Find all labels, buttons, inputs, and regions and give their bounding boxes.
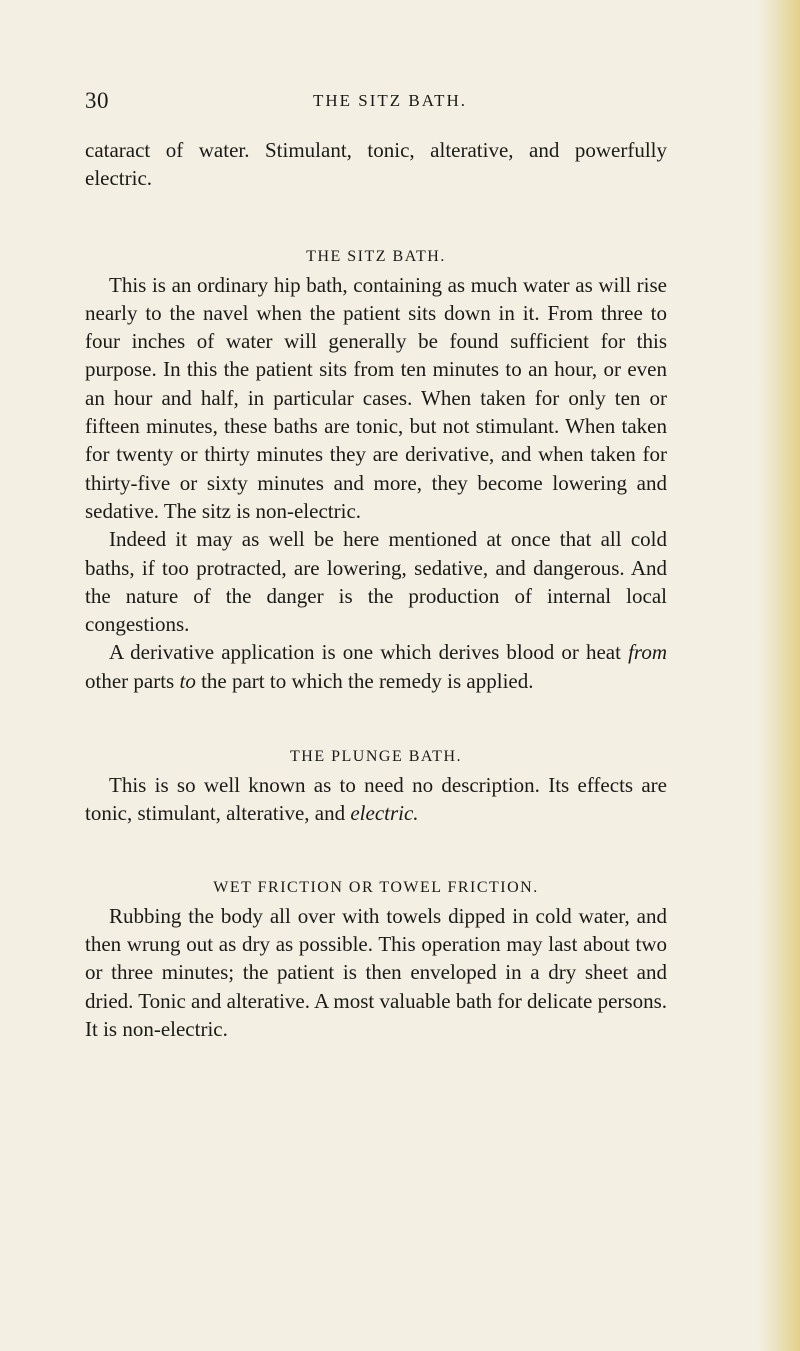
plunge-text: This is so well known as to need no description. Its effects are tonic, stimulant, alterative, and: [85, 773, 667, 826]
page-body: [85, 136, 667, 1043]
paragraph-derivative-definition: [85, 638, 667, 695]
page-edge: [758, 0, 800, 1351]
derivative-text-end: the part to which the remedy is applied.: [201, 668, 534, 693]
paragraph-wet-friction-description: Rubbing the body all over with towels dipped in cold water, and then wrung out as dry as possible. This operation may last about two or three minutes; the patient is then enveloped in a dry sheet and dried. Tonic and alterative. A most valuable bath for delicate persons. It is non-electric.: [85, 903, 667, 1041]
running-head: THE SITZ BATH.: [312, 91, 468, 110]
section-heading-wet-friction: WET FRICTION OR TOWEL FRICTION.: [213, 878, 539, 896]
derivative-text-middle: other parts: [85, 668, 175, 693]
paragraph-cold-baths-warning: Indeed it may as well be here mentioned at once that all cold baths, if too protracted, are lowering, sedative, and dangerous. And the nature of the danger is the production of internal local congestions.: [85, 527, 667, 637]
emphasis-from: from: [628, 640, 667, 665]
intro-paragraph: cataract of water. Stimulant, tonic, alterative, and powerfully electric.: [85, 138, 667, 191]
section-heading-sitz-bath: THE SITZ BATH.: [306, 247, 446, 265]
emphasis-electric: electric.: [350, 801, 419, 826]
derivative-text-start: A derivative application is one which derives blood or heat: [109, 640, 621, 665]
paragraph-sitz-description: This is an ordinary hip bath, containing as much water as will rise nearly to the navel when the patient sits down in it. From three to four inches of water will generally be found sufficient for this purpose. In this the patient sits from ten minutes to an hour, or even an hour and half, in particular cases. When taken for only ten or fifteen minutes, these baths are tonic, but not stimulant. When taken for twenty or thirty minutes they are derivative, and when taken for thirty-five or sixty minutes and more, they become lowering and sedative. The sitz is non-electric.: [85, 272, 667, 523]
emphasis-to: to: [179, 668, 196, 693]
page-header: [85, 88, 665, 116]
page-number: 30: [85, 88, 109, 113]
paragraph-plunge-description: [85, 771, 667, 828]
section-heading-plunge-bath: THE PLUNGE BATH.: [290, 748, 462, 766]
